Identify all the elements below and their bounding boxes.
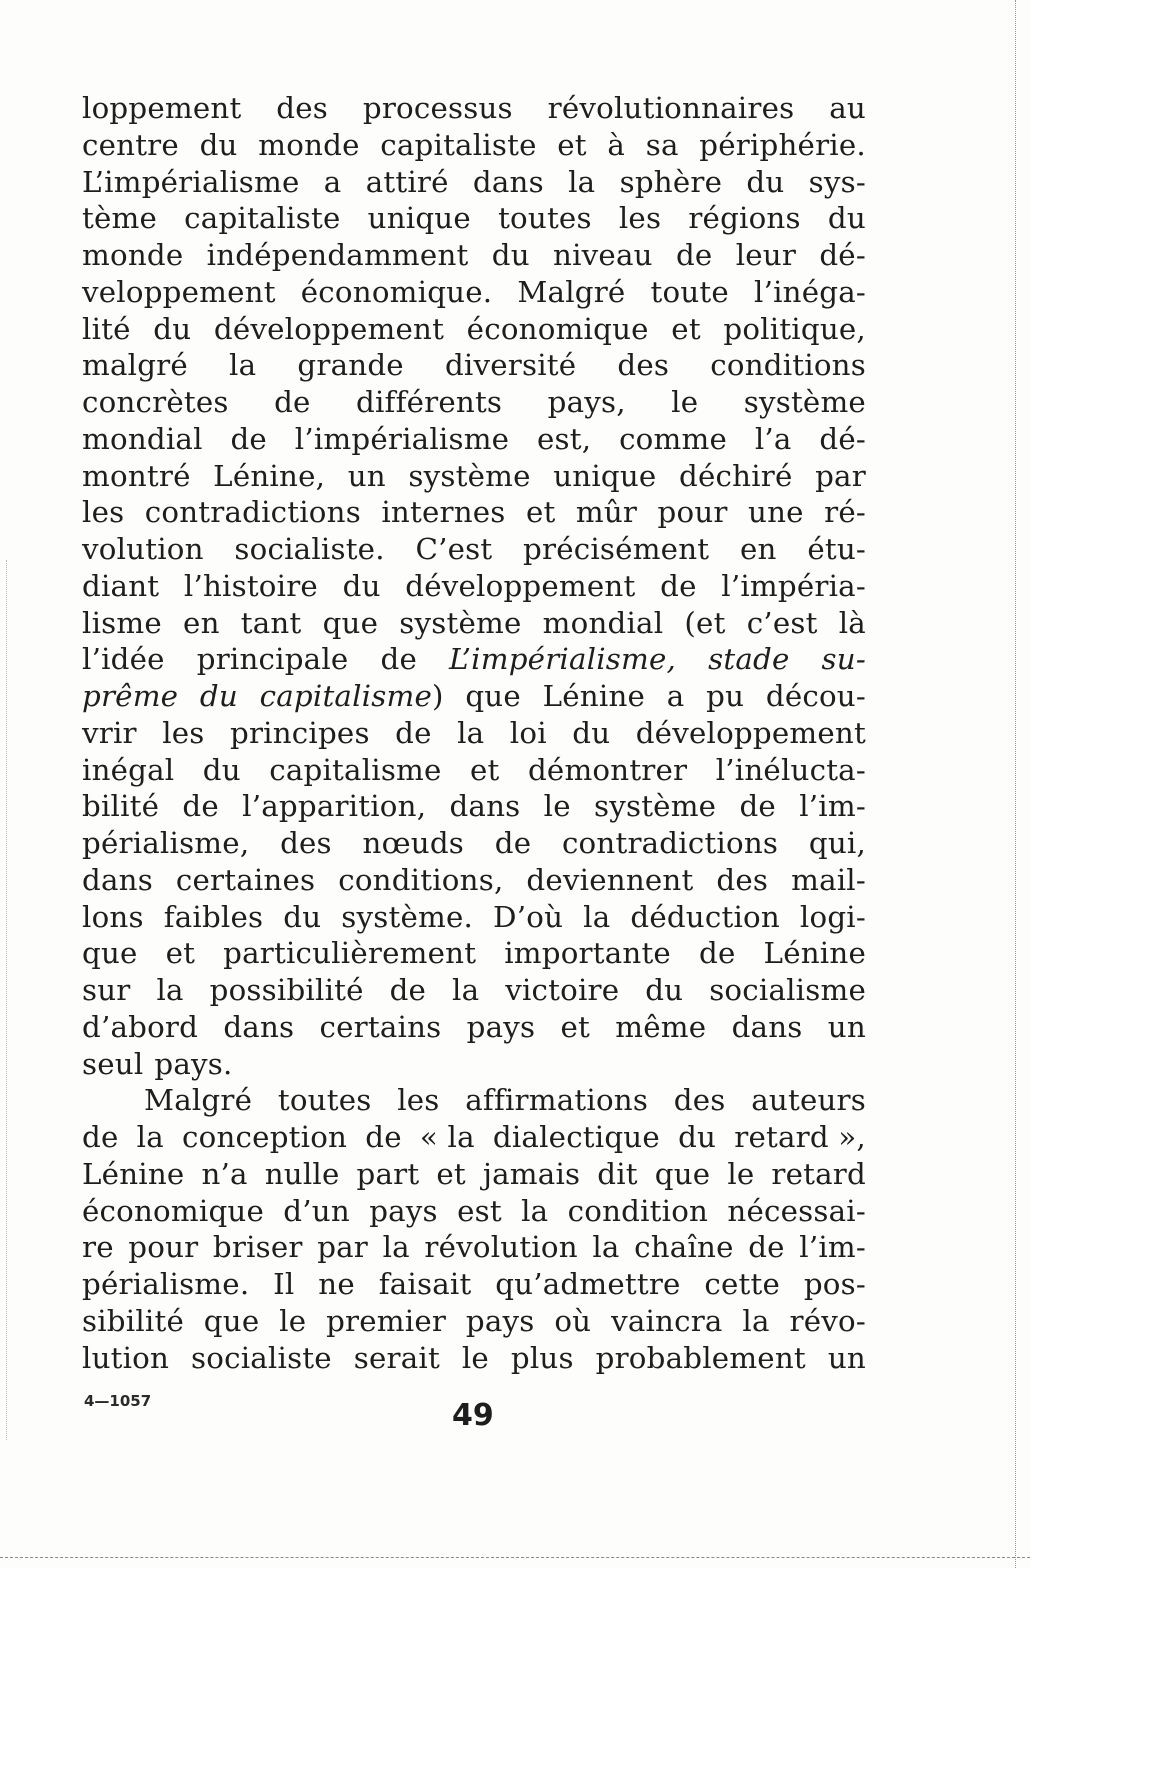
word: du	[746, 164, 785, 199]
word: par	[317, 1230, 369, 1265]
word: économique	[466, 311, 649, 346]
text-line	[82, 384, 866, 421]
word: a	[666, 679, 685, 713]
word: capitaliste	[380, 127, 537, 162]
word: retard »,	[734, 1120, 866, 1154]
word: les	[397, 1083, 440, 1118]
word: lité	[82, 311, 131, 346]
word: toute	[650, 274, 729, 309]
word: contradictions	[561, 826, 779, 860]
text-line	[82, 494, 866, 531]
word: la	[568, 164, 596, 199]
word: de	[494, 826, 532, 860]
word: « la	[419, 1120, 475, 1154]
word: L’impérialisme	[82, 164, 300, 199]
text-line	[82, 200, 866, 237]
text-line	[82, 568, 866, 605]
word: de	[365, 1120, 402, 1154]
word: par	[815, 458, 866, 493]
word: vaincra	[611, 1303, 723, 1338]
word: volution	[82, 532, 204, 566]
word: où	[554, 1303, 592, 1338]
word: du	[202, 752, 241, 787]
word: la	[457, 715, 485, 750]
text-line	[82, 1303, 866, 1340]
word: précisément	[523, 532, 710, 566]
word: niveau	[553, 238, 653, 272]
word: victoire	[505, 973, 620, 1007]
word: sphère	[619, 164, 723, 199]
text-line	[82, 899, 866, 936]
word: l’apparition,	[242, 789, 427, 824]
word: un	[347, 458, 386, 493]
word: qu’admettre	[495, 1267, 681, 1301]
word: révolutionnaires	[547, 91, 795, 125]
word: sa	[645, 127, 679, 162]
text-line	[82, 788, 866, 825]
word: leur	[735, 238, 797, 272]
word: faibles	[163, 899, 264, 934]
word: dé-	[819, 421, 866, 456]
word: ne	[318, 1267, 355, 1301]
word: cette	[704, 1267, 781, 1301]
word: que	[465, 679, 521, 713]
word: le	[543, 789, 571, 824]
word: Lénine	[763, 936, 866, 971]
word: malgré	[82, 348, 188, 383]
word: régions	[688, 201, 801, 236]
text-line	[82, 1046, 866, 1083]
word: du	[827, 201, 866, 236]
word: du	[283, 899, 322, 934]
word: sibilité	[82, 1303, 184, 1338]
word: pour	[128, 1230, 199, 1265]
word: importante	[504, 936, 671, 971]
word: le	[671, 385, 699, 419]
page-edge-right	[1015, 0, 1016, 1568]
word: que	[654, 1156, 711, 1191]
word: de	[699, 936, 736, 971]
word: seul	[82, 1046, 144, 1081]
word: périphérie.	[699, 127, 866, 162]
word: jamais	[482, 1156, 581, 1191]
word: lisme	[82, 605, 162, 640]
word: des	[276, 91, 329, 125]
word: les	[162, 715, 205, 750]
word: même	[615, 1009, 707, 1044]
word: monde	[258, 127, 360, 162]
word: plus	[510, 1340, 574, 1375]
word: vrir	[82, 715, 137, 750]
word: faisait	[378, 1267, 472, 1301]
word: Malgré	[144, 1083, 253, 1118]
word: la	[521, 1193, 549, 1228]
word: affirmations	[465, 1083, 649, 1118]
word: système	[743, 385, 866, 419]
text-line	[82, 421, 866, 458]
text-line	[82, 1266, 866, 1303]
text-line	[82, 972, 866, 1009]
word: de	[380, 642, 417, 677]
word: une	[748, 495, 804, 530]
word: mûr	[575, 495, 638, 530]
word: deviennent	[526, 862, 694, 897]
text-line	[82, 90, 866, 127]
word: système	[408, 458, 531, 493]
word: périalisme,	[82, 826, 250, 860]
word: du	[645, 973, 684, 1007]
word: contradictions	[144, 495, 361, 530]
word: économique.	[300, 274, 493, 309]
word: lution	[82, 1340, 170, 1375]
word: possibilité	[209, 973, 364, 1007]
word: des	[280, 826, 332, 860]
word: su-	[821, 642, 866, 677]
word: prême	[82, 679, 179, 713]
word: dans	[223, 1009, 295, 1044]
word: pu	[706, 679, 745, 713]
word: le	[461, 1340, 489, 1375]
body-text	[82, 90, 866, 1376]
word: (et	[684, 605, 726, 640]
word: probablement	[595, 1340, 806, 1375]
word: socialisme	[709, 973, 866, 1007]
word: déchiré	[679, 458, 793, 493]
word: dans	[731, 1009, 803, 1044]
word: développement	[213, 311, 445, 346]
word: développement	[405, 568, 636, 603]
word: socialiste	[191, 1340, 332, 1375]
word: de	[748, 1230, 785, 1265]
word: processus	[362, 91, 513, 125]
word: la	[592, 1230, 620, 1265]
word: décou-	[765, 679, 866, 713]
word: que	[322, 605, 379, 640]
word: de	[82, 1120, 119, 1154]
word: système	[593, 789, 717, 824]
word: la	[229, 348, 257, 383]
word: révo-	[789, 1303, 866, 1338]
word: qui,	[808, 826, 866, 860]
word: L’impérialisme,	[449, 642, 677, 677]
word: centre	[82, 127, 179, 162]
word: montré	[82, 458, 191, 493]
word: les	[618, 201, 662, 236]
word: de	[230, 421, 267, 456]
word: tant	[240, 605, 302, 640]
word: au	[829, 91, 866, 125]
word: dans	[82, 862, 153, 897]
word: dialectique	[492, 1120, 660, 1154]
text-line	[82, 1229, 866, 1266]
text-line	[82, 715, 866, 752]
word: certains	[319, 1009, 442, 1044]
word: l’im-	[799, 1230, 866, 1265]
word: un	[827, 1009, 866, 1044]
word: et	[557, 127, 587, 162]
text-line	[82, 641, 866, 678]
word: la	[452, 973, 480, 1007]
text-line	[82, 605, 866, 642]
word: conditions	[710, 348, 866, 383]
word: le	[279, 1303, 307, 1338]
word: capitalisme	[269, 752, 442, 787]
word: lons	[82, 899, 144, 934]
word: en	[739, 532, 777, 566]
text-line	[82, 935, 866, 972]
word: étu-	[807, 532, 866, 566]
word: toutes	[498, 201, 592, 236]
word: dans	[472, 164, 544, 199]
word: du	[572, 715, 611, 750]
word: pays	[466, 1009, 536, 1044]
word: des	[617, 348, 670, 383]
text-line	[82, 274, 866, 311]
word: du	[199, 679, 238, 713]
word: re	[82, 1230, 114, 1265]
word: de	[274, 385, 311, 419]
text-line	[82, 1193, 866, 1230]
word: veloppement	[82, 274, 276, 309]
word: et	[165, 936, 196, 971]
word: que	[82, 936, 138, 971]
word: attiré	[365, 164, 449, 199]
word: internes	[381, 495, 506, 530]
word: dé-	[819, 238, 866, 272]
text-line	[82, 164, 866, 201]
word: du	[342, 568, 381, 603]
word: l’inéga-	[754, 274, 866, 309]
word: concrètes	[82, 385, 229, 419]
word: et	[671, 311, 701, 346]
word: unique	[553, 458, 657, 493]
word: principes	[229, 715, 370, 750]
word: toutes	[277, 1083, 372, 1118]
word: socialiste.	[234, 532, 385, 566]
text-line	[82, 678, 866, 715]
word: pays	[465, 1303, 535, 1338]
word: Il	[273, 1267, 295, 1301]
word: principale	[196, 642, 349, 677]
word: de	[660, 568, 697, 603]
text-line	[82, 752, 866, 789]
word: l’im-	[799, 789, 866, 824]
text-line	[82, 127, 866, 164]
word: retard	[771, 1156, 866, 1191]
word: la	[742, 1303, 770, 1338]
word: capitaliste	[184, 201, 341, 236]
word: certaines	[175, 862, 316, 897]
text-line	[82, 1009, 866, 1046]
word: conception	[182, 1120, 348, 1154]
word: nœuds	[362, 826, 465, 860]
word: briser	[212, 1230, 303, 1265]
word: n’a	[201, 1156, 248, 1191]
word: tème	[82, 201, 158, 236]
word: comme	[619, 421, 728, 456]
word: unique	[367, 201, 471, 236]
text-line	[82, 458, 866, 495]
text-line	[82, 1119, 866, 1156]
word: la	[382, 1230, 410, 1265]
text-line	[82, 825, 866, 862]
word: que	[203, 1303, 260, 1338]
word: pays,	[547, 385, 626, 419]
word: sys-	[808, 164, 866, 199]
text-line	[82, 862, 866, 899]
word: l’idée	[82, 642, 165, 677]
word: et	[560, 1009, 591, 1044]
word: à	[607, 127, 626, 162]
page-edge-bottom	[0, 1557, 1030, 1558]
word: de	[675, 238, 713, 272]
text-line	[82, 347, 866, 384]
word: C’est	[415, 532, 493, 566]
word: Malgré	[517, 274, 626, 309]
word: D’où	[493, 899, 564, 934]
word: logi-	[799, 899, 866, 934]
word: a	[323, 164, 342, 199]
word: conditions,	[338, 862, 504, 897]
word: un	[827, 1340, 866, 1375]
word: loi	[509, 715, 547, 750]
word: diversité	[444, 348, 577, 383]
word: les	[82, 495, 125, 530]
word: de	[395, 715, 432, 750]
word: des	[673, 1083, 726, 1118]
word: et	[470, 752, 500, 787]
word: c’est	[746, 605, 818, 640]
word: l’impéria-	[721, 568, 866, 603]
word: des	[716, 862, 769, 897]
word: et	[436, 1156, 466, 1191]
word: premier	[326, 1303, 447, 1338]
word: système.	[341, 899, 474, 934]
word: l’a	[754, 421, 792, 456]
text-line	[82, 237, 866, 274]
word: Lénine,	[213, 458, 326, 493]
word: monde	[82, 238, 184, 272]
word: d’un	[283, 1193, 350, 1228]
word: du	[491, 238, 530, 272]
word: Lénine	[82, 1156, 185, 1191]
text-line	[82, 311, 866, 348]
word: pos-	[803, 1267, 866, 1301]
word: du	[199, 127, 238, 162]
word: sur	[82, 973, 131, 1007]
word: mondial	[542, 605, 664, 640]
word: nulle	[264, 1156, 340, 1191]
word: l’impérialisme	[294, 421, 510, 456]
word: du	[153, 311, 192, 346]
word: loppement	[82, 91, 242, 125]
word: grande	[297, 348, 404, 383]
word: chaîne	[634, 1230, 734, 1265]
word: mail-	[791, 862, 866, 897]
word: là	[838, 605, 866, 640]
word: dit	[597, 1156, 638, 1191]
word: la	[136, 1120, 164, 1154]
word: et	[525, 495, 556, 530]
text-line	[82, 531, 866, 568]
word: la	[156, 973, 184, 1007]
word: l’histoire	[183, 568, 318, 603]
word: déduction	[630, 899, 780, 934]
word: révolution	[424, 1230, 578, 1265]
word: indépendamment	[206, 238, 469, 272]
page-number: 49	[452, 1398, 494, 1433]
word: stade	[708, 642, 790, 677]
word: serait	[353, 1340, 440, 1375]
word: système	[399, 605, 522, 640]
word: développement	[635, 715, 866, 750]
word: bilité	[82, 789, 160, 824]
word: l’inéluctа-	[715, 752, 866, 787]
word: d’abord	[82, 1009, 199, 1044]
word: capitalisme)	[259, 679, 444, 713]
word: part	[356, 1156, 420, 1191]
word: politique,	[723, 311, 866, 346]
word: périalisme.	[82, 1267, 250, 1301]
word: nécessai-	[727, 1193, 866, 1228]
word: inégal	[82, 752, 175, 787]
word: en	[183, 605, 220, 640]
word: pays.	[154, 1046, 233, 1081]
printer-signature: 4—1057	[84, 1392, 152, 1410]
word: Lénine	[542, 679, 646, 713]
word: démontrer	[527, 752, 688, 787]
word: mondial	[82, 421, 203, 456]
word: pour	[657, 495, 728, 530]
word: auteurs	[751, 1083, 866, 1118]
text-line	[82, 1156, 866, 1193]
word: particulièrement	[223, 936, 477, 971]
word: la	[583, 899, 611, 934]
word: est,	[537, 421, 592, 456]
text-line	[82, 1082, 866, 1119]
word: condition	[567, 1193, 709, 1228]
word: le	[727, 1156, 755, 1191]
word: de	[182, 789, 219, 824]
text-line	[82, 1340, 866, 1377]
word: de	[739, 789, 776, 824]
word: est	[457, 1193, 502, 1228]
word: ré-	[824, 495, 866, 530]
word: économique	[82, 1193, 265, 1228]
word: pays	[369, 1193, 438, 1228]
word: de	[389, 973, 427, 1007]
word: diant	[82, 568, 160, 603]
page-edge-left	[6, 560, 7, 1440]
word: différents	[356, 385, 503, 419]
word: du	[678, 1120, 717, 1154]
word: dans	[449, 789, 521, 824]
